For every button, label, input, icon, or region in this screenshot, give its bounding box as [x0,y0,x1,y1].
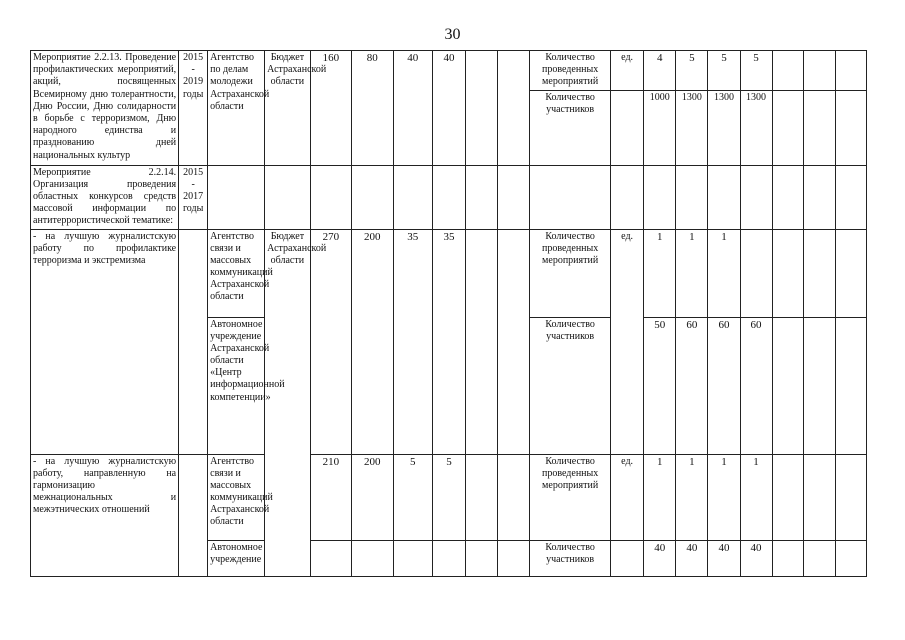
funds-cell: 40 [432,51,465,166]
funds-cell: 40 [393,51,432,166]
funds-cell: 5 [393,454,432,540]
event-cell: Мероприятие 2.2.14. Организация проведения областных конкурсов средств массовой информации по антитеррористической тематике: [31,165,179,229]
empty-cell [835,229,866,317]
value-cell: 1 [708,454,740,540]
empty-cell [835,317,866,454]
empty-cell [740,165,772,229]
empty-cell [466,229,498,454]
funds-cell: 200 [352,229,393,454]
funds-cell: 35 [393,229,432,454]
funds-cell: 270 [310,229,351,454]
empty-cell [803,51,835,91]
empty-cell [498,454,530,540]
empty-cell [310,165,351,229]
event-cell: - на лучшую журналистскую работу, направленную на гармонизацию межнациональных и межэтнических отношений [31,454,179,576]
value-cell: 1 [644,229,676,317]
empty-cell [466,540,498,576]
empty-cell [835,540,866,576]
value-cell: 60 [740,317,772,454]
table-row [31,229,867,317]
empty-cell [835,165,866,229]
empty-cell [498,51,530,166]
value-cell: 40 [676,540,708,576]
period-cell: 2015 - 2017 годы [179,165,208,229]
empty-cell [772,540,803,576]
value-cell: 1 [740,454,772,540]
empty-cell [530,165,611,229]
program-table [30,50,867,577]
funds-cell: 5 [432,454,465,540]
empty-cell [466,51,498,166]
value-cell: 40 [740,540,772,576]
empty-cell [708,165,740,229]
table-row [31,165,867,229]
funds-cell: 80 [352,51,393,166]
unit-cell: ед. [611,229,644,454]
empty-cell [466,165,498,229]
empty-cell [352,165,393,229]
empty-cell [772,165,803,229]
funds-cell: 35 [432,229,465,454]
event-cell: Мероприятие 2.2.13. Проведение профилактических мероприятий, акций, посвященных Всемирному дню толерантности, Дню России, Дню солидарности в борьбе с терроризмом, Дню народного единства и празднованию дней национальных культур [31,51,179,166]
period-cell: 2015 - 2019 годы [179,51,208,166]
empty-cell [803,90,835,165]
value-cell: 1 [644,454,676,540]
indicator-cell: Количество участников [530,317,611,454]
value-cell: 1000 [644,90,676,165]
unit-cell: ед. [611,51,644,91]
indicator-cell: Количество проведенных мероприятий [530,51,611,91]
empty-cell [803,317,835,454]
empty-cell [265,165,311,229]
value-cell: 5 [676,51,708,91]
executor-cell: Агентство по делам молодежи Астраханской области [208,51,265,166]
empty-cell [179,454,208,576]
value-cell: 1300 [740,90,772,165]
value-cell: 1 [708,229,740,317]
empty-cell [466,454,498,540]
value-cell: 40 [644,540,676,576]
empty-cell [432,540,465,576]
empty-cell [740,229,772,317]
unit-cell: ед. [611,454,644,540]
empty-cell [498,229,530,454]
table-row [31,454,867,540]
source-cell: Бюджет Астраханской области [265,51,311,166]
empty-cell [803,229,835,317]
empty-cell [772,90,803,165]
empty-cell [644,165,676,229]
empty-cell [835,51,866,91]
empty-cell [393,165,432,229]
value-cell: 1 [676,454,708,540]
empty-cell [498,540,530,576]
value-cell: 50 [644,317,676,454]
empty-cell [498,165,530,229]
empty-cell [676,165,708,229]
page-number: 30 [444,26,461,43]
empty-cell [611,165,644,229]
value-cell: 5 [740,51,772,91]
indicator-cell: Количество проведенных мероприятий [530,229,611,317]
executor-cell: Автономное учреждение Астраханской области «Центр информационной компетенции» [208,317,265,454]
empty-cell [352,540,393,576]
empty-cell [432,165,465,229]
executor-cell: Агентство связи и массовых коммуникаций Астраханской области [208,229,265,317]
empty-cell [208,165,265,229]
empty-cell [772,229,803,317]
value-cell: 4 [644,51,676,91]
empty-cell [835,454,866,540]
empty-cell [393,540,432,576]
indicator-cell: Количество проведенных мероприятий [530,454,611,540]
empty-cell [772,454,803,540]
value-cell: 60 [676,317,708,454]
empty-cell [803,454,835,540]
value-cell: 5 [708,51,740,91]
empty-cell [835,90,866,165]
funds-cell: 160 [310,51,351,166]
funds-cell: 210 [310,454,351,540]
value-cell: 1300 [708,90,740,165]
source-cell: Бюджет Астраханской области [265,229,311,576]
empty-cell [803,540,835,576]
executor-cell: Автономное учреждение [208,540,265,576]
empty-cell [803,165,835,229]
value-cell: 1300 [676,90,708,165]
indicator-cell: Количество участников [530,540,611,576]
empty-cell [772,317,803,454]
empty-cell [179,229,208,454]
value-cell: 1 [676,229,708,317]
value-cell: 60 [708,317,740,454]
executor-cell: Агентство связи и массовых коммуникаций Астраханской области [208,454,265,540]
empty-cell [310,540,351,576]
value-cell: 40 [708,540,740,576]
event-cell: - на лучшую журналистскую работу по профилактике терроризма и экстремизма [31,229,179,454]
empty-cell [772,51,803,91]
table-row [31,51,867,91]
indicator-cell: Количество участников [530,90,611,165]
funds-cell: 200 [352,454,393,540]
empty-cell [611,540,644,576]
empty-cell [611,90,644,165]
